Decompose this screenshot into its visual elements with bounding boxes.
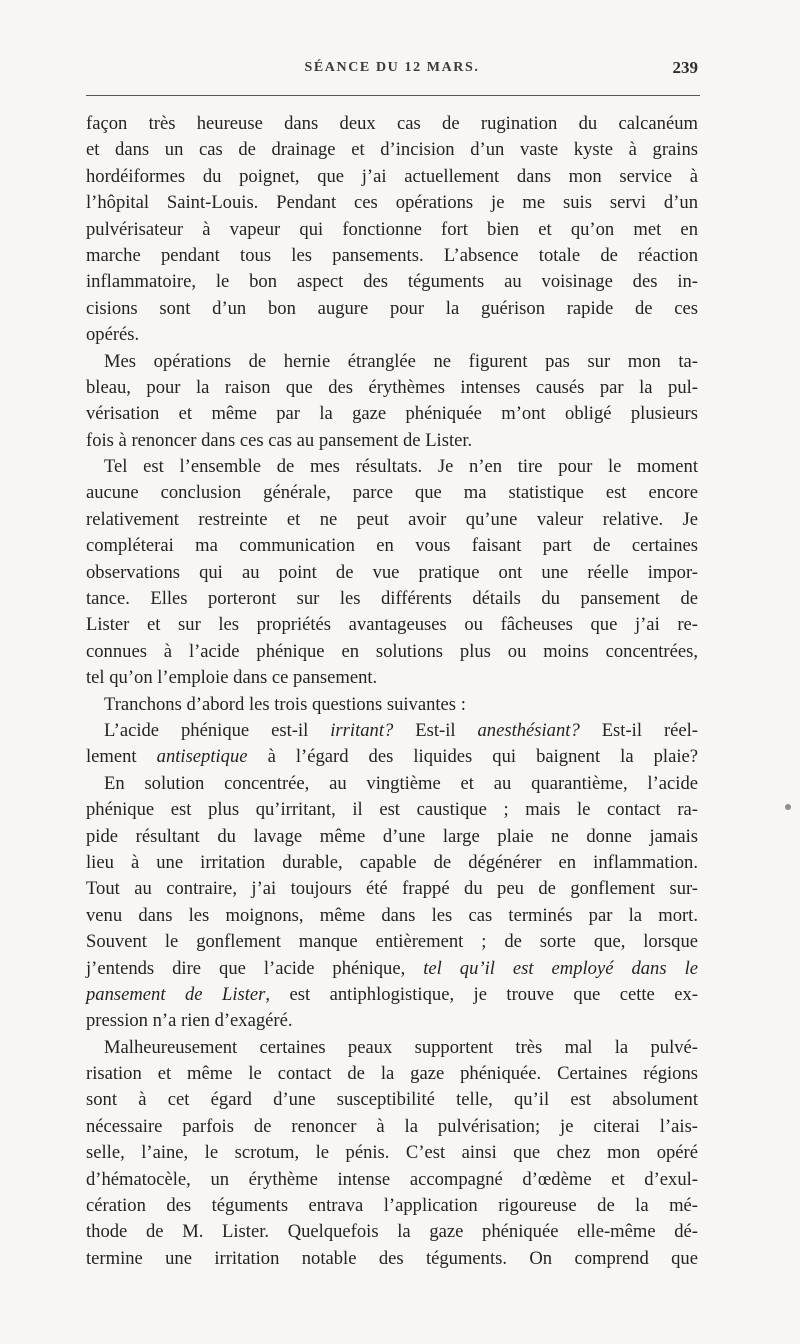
text-line: et dans un cas de drainage et d’incision d’un vaste kyste à grains [86,139,698,161]
text-line: hordéiformes du poignet, que j’ai actuellement dans mon service à [86,165,698,187]
text-line: phénique est plus qu’irritant, il est caustique ; mais le contact ra- [86,799,698,821]
text-line: observations qui au point de vue pratique ont une réelle impor- [86,561,698,583]
text-line: j’entends dire que l’acide phénique, tel qu’il est employé dans le [86,957,698,979]
text-line: pression n’a rien d’exagéré. [86,1010,293,1032]
text-line: termine une irritation notable des téguments. On comprend que [86,1247,698,1269]
text-line: vérisation et même par la gaze phéniquée m’ont obligé plusieurs [86,403,698,425]
text-line: Tout au contraire, j’ai toujours été frappé du peu de gonflement sur- [86,878,698,900]
text-line: Souvent le gonflement manque entièrement ; de sorte que, lorsque [86,931,698,953]
paper-speck [785,804,791,810]
text-line: pulvérisateur à vapeur qui fonctionne fort bien et qu’on met en [86,218,698,240]
text-line: L’acide phénique est-il irritant? Est-il anesthésiant? Est-il réel- [104,719,698,741]
text-line: En solution concentrée, au vingtième et au quarantième, l’acide [104,772,698,794]
text-line: fois à renoncer dans ces cas au pansement de Lister. [86,429,473,451]
text-line: venu dans les moignons, même dans les cas terminés par la mort. [86,904,698,926]
page-number: 239 [672,58,698,77]
text-line: lement antiseptique à l’égard des liquides qui baignent la plaie? [86,746,698,768]
text-line: bleau, pour la raison que des érythèmes intenses causés par la pul- [86,376,698,398]
text-line: compléterai ma communication en vous faisant part de certaines [86,535,698,557]
text-line: connues à l’acide phénique en solutions plus ou moins concentrées, [86,640,698,662]
text-line: selle, l’aine, le scrotum, le pénis. C’est ainsi que chez mon opéré [86,1142,698,1164]
text-line: cération des téguments entrava l’application rigoureuse de la mé- [86,1195,698,1217]
text-line: façon très heureuse dans deux cas de rugination du calcanéum [86,113,698,134]
text-line: tel qu’on l’emploie dans ce pansement. [86,667,378,689]
text-line: l’hôpital Saint-Louis. Pendant ces opérations je me suis servi d’un [86,192,698,214]
running-title: SÉANCE DU 12 MARS. [304,60,480,75]
text-line: Malheureusement certaines peaux supportent très mal la pulvé- [104,1036,698,1058]
text-line: sont à cet égard d’une susceptibilité telle, qu’il est absolument [86,1089,698,1111]
text-line: Tel est l’ensemble de mes résultats. Je n’en tire pour le moment [104,456,698,478]
text-line: thode de M. Lister. Quelquefois la gaze phéniquée elle-même dé- [86,1221,698,1243]
text-line: d’hématocèle, un érythème intense accompagné d’œdème et d’exul- [86,1168,698,1190]
text-line: cisions sont d’un bon augure pour la guérison rapide de ces [86,297,698,319]
body-text [86,111,698,1272]
text-line: aucune conclusion générale, parce que ma statistique est encore [86,482,698,504]
text-line: opérés. [86,324,140,346]
text-line: pansement de Lister, est antiphlogistique, je trouve que cette ex- [86,983,698,1005]
running-head [86,60,698,86]
text-line: pide résultant du lavage même d’une large plaie ne donne jamais [86,825,698,847]
text-line: Lister et sur les propriétés avantageuses ou fâcheuses que j’ai re- [86,614,698,636]
text-line: Mes opérations de hernie étranglée ne figurent pas sur mon ta- [104,350,698,372]
text-line: tance. Elles porteront sur les différents détails du pansement de [86,588,698,610]
text-line: nécessaire parfois de renoncer à la pulvérisation; je citerai l’ais- [86,1115,698,1137]
text-line: lieu à une irritation durable, capable de dégénérer en inflammation. [86,851,698,873]
text-line: risation et même le contact de la gaze phéniquée. Certaines régions [86,1063,698,1085]
header-rule [86,95,700,96]
text-line: inflammatoire, le bon aspect des téguments au voisinage des in- [86,271,698,293]
text-line: marche pendant tous les pansements. L’absence totale de réaction [86,244,698,266]
text-line: relativement restreinte et ne peut avoir qu’une valeur relative. Je [86,508,698,530]
text-line: Tranchons d’abord les trois questions suivantes : [104,693,466,715]
